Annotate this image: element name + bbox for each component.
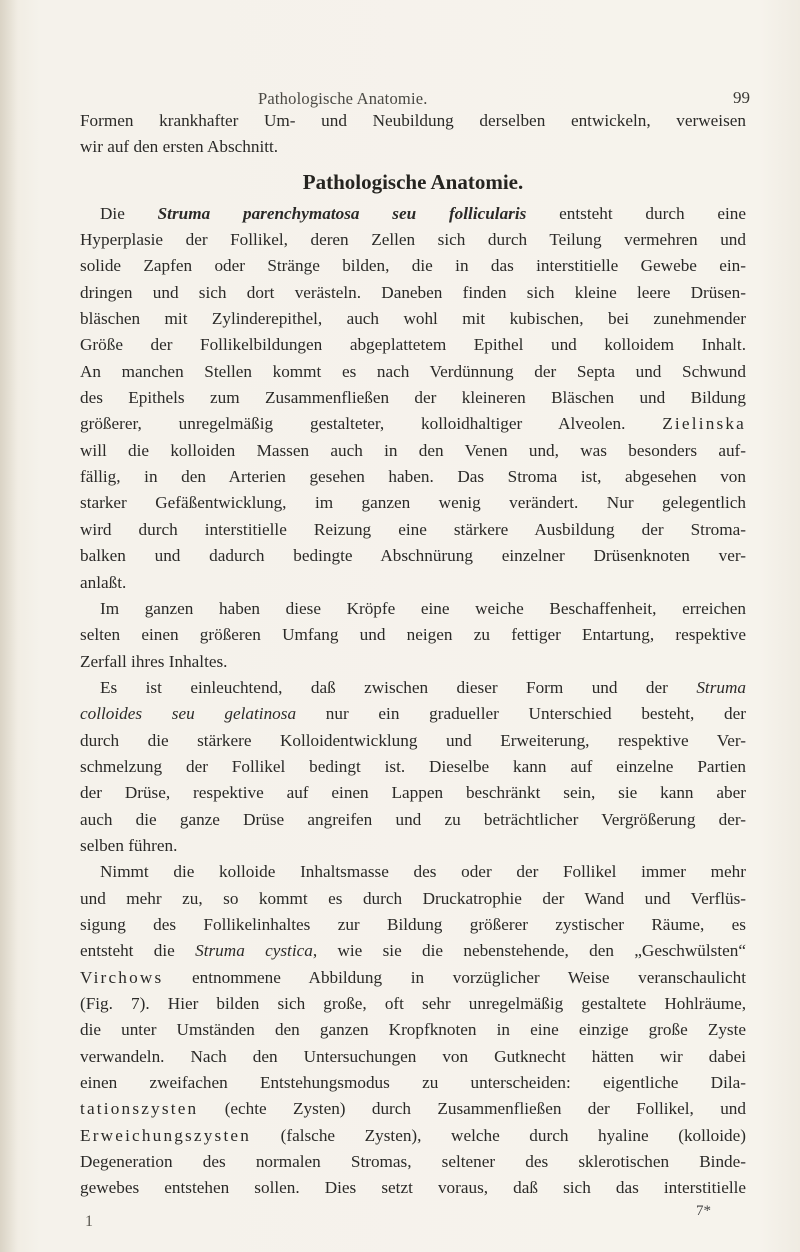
- text-run: (falsche Zysten), welche durch hyaline (kolloide): [251, 1125, 746, 1145]
- text-line: starker Gefäßentwicklung, im ganzen wenig verändert. Nur gelegentlich: [80, 493, 746, 513]
- text-line: (Fig. 7). Hier bilden sich große, oft sehr unregelmäßig gestaltete Hohlräume,: [80, 994, 746, 1013]
- author-name: Zielinska: [662, 414, 746, 434]
- text-line: des Epithels zum Zusammenfließen der kleineren Bläschen und Bildung: [80, 388, 746, 408]
- text-line: Größe der Follikelbildungen abgeplattetem Epithel und kolloidem Inhalt.: [80, 335, 746, 355]
- text-line: will die kolloiden Massen auch in den Venen und, was besonders auf-: [80, 440, 746, 460]
- text-line: dringen und sich dort verästeln. Daneben finden sich kleine leere Drüsen-: [80, 282, 746, 302]
- text-line: schmelzung der Follikel bedingt ist. Dieselbe kann auf einzelne Partien: [80, 756, 746, 776]
- text-line: Im ganzen haben diese Kröpfe eine weiche Beschaffenheit, erreichen: [100, 598, 746, 618]
- printer-signature-mark: 7*: [696, 1203, 711, 1219]
- text-line: [80, 1123, 746, 1149]
- text-line: Hyperplasie der Follikel, deren Zellen sich durch Teilung vermehren und: [80, 230, 746, 250]
- text-line: wird durch interstitielle Reizung eine stärkere Ausbildung der Stroma-: [80, 519, 746, 539]
- text-line: sigung des Follikelinhaltes zur Bildung größerer zystischer Räume, es: [80, 914, 746, 934]
- italic-term: Struma parenchymatosa seu follicularis: [157, 203, 527, 223]
- text-line: verwandeln. Nach den Untersuchungen von Gutknecht hätten wir dabei: [80, 1046, 746, 1066]
- text-line: [80, 201, 746, 227]
- text-run: entsteht die: [80, 941, 196, 961]
- page-number: 99: [733, 88, 750, 107]
- spaced-term: tationszysten: [80, 1099, 199, 1119]
- italic-term: colloides seu gelatinosa: [80, 704, 297, 724]
- section-heading: Pathologische Anatomie.: [302, 169, 524, 194]
- author-name: Virchows: [80, 967, 164, 987]
- text-run: nur ein gradueller Unterschied besteht, der: [296, 704, 746, 724]
- spaced-term: Erweichungszysten: [80, 1125, 252, 1145]
- text-line: die unter Umständen den ganzen Kropfknoten in eine einzige große Zyste: [80, 1020, 746, 1040]
- italic-term: Struma: [696, 677, 746, 697]
- text-line: Formen krankhafter Um- und Neubildung derselben entwickeln, verweisen: [80, 111, 746, 130]
- text-line: anlaßt.: [80, 572, 127, 592]
- text-line: Degeneration des normalen Stromas, seltener des sklerotischen Binde-: [80, 1152, 746, 1172]
- body-text: [80, 108, 746, 1202]
- text-run: Es ist einleuchtend, daß zwischen dieser Form und der: [100, 677, 697, 697]
- text-line: [80, 701, 746, 727]
- text-line: [80, 1096, 746, 1122]
- running-head: Pathologische Anatomie.: [258, 89, 428, 108]
- text-run: Die: [100, 203, 158, 223]
- text-run: (echte Zysten) durch Zusammenfließen der Follikel, und: [198, 1099, 746, 1119]
- text-line: wir auf den ersten Abschnitt.: [80, 137, 279, 157]
- text-line: selben führen.: [80, 835, 178, 855]
- text-line: einen zweifachen Entstehungsmodus zu unterscheiden: eigentliche Dila-: [80, 1073, 746, 1093]
- text-line: Nimmt die kolloide Inhaltsmasse des oder der Follikel immer mehr: [100, 862, 746, 882]
- text-line: der Drüse, respektive auf einen Lappen beschränkt sein, sie kann aber: [80, 783, 746, 803]
- text-line: durch die stärkere Kolloidentwicklung und Erweiterung, respektive Ver-: [80, 730, 746, 750]
- text-line: bläschen mit Zylinderepithel, auch wohl mit kubischen, bei zunehmender: [80, 309, 746, 329]
- text-line: und mehr zu, so kommt es durch Druckatrophie der Wand und Verflüs-: [80, 888, 746, 908]
- text-line: gewebes entstehen sollen. Dies setzt voraus, daß sich das interstitielle: [80, 1178, 746, 1198]
- corner-mark: 1: [85, 1213, 93, 1230]
- text-line: fällig, in den Arterien gesehen haben. Das Stroma ist, abgesehen von: [80, 467, 746, 487]
- text-run: entsteht durch eine: [526, 203, 746, 223]
- text-line: [80, 938, 746, 964]
- text-line: selten einen größeren Umfang und neigen zu fettiger Entartung, respektive: [80, 625, 746, 645]
- text-run: größerer, unregelmäßig gestalteter, kolloidhaltiger Alveolen.: [80, 414, 626, 434]
- text-run: entnommene Abbildung in vorzüglicher Weise veranschaulicht: [163, 967, 746, 987]
- page-gutter-shadow: [0, 0, 18, 1252]
- italic-term: Struma cystica: [195, 941, 313, 961]
- text-run: , wie sie die nebenstehende, den „Geschwülsten“: [312, 941, 746, 961]
- text-line: solide Zapfen oder Stränge bilden, die in das interstitielle Gewebe ein-: [80, 256, 746, 276]
- text-line: [80, 965, 746, 991]
- text-line: auch die ganze Drüse angreifen und zu beträchtlicher Vergrößerung der-: [80, 809, 746, 829]
- text-line: Zerfall ihres Inhaltes.: [80, 651, 228, 671]
- text-line: [80, 411, 746, 437]
- text-line: An manchen Stellen kommt es nach Verdünnung der Septa und Schwund: [80, 361, 746, 381]
- text-line: balken und dadurch bedingte Abschnürung einzelner Drüsenknoten ver-: [80, 546, 746, 566]
- text-line: [80, 675, 746, 701]
